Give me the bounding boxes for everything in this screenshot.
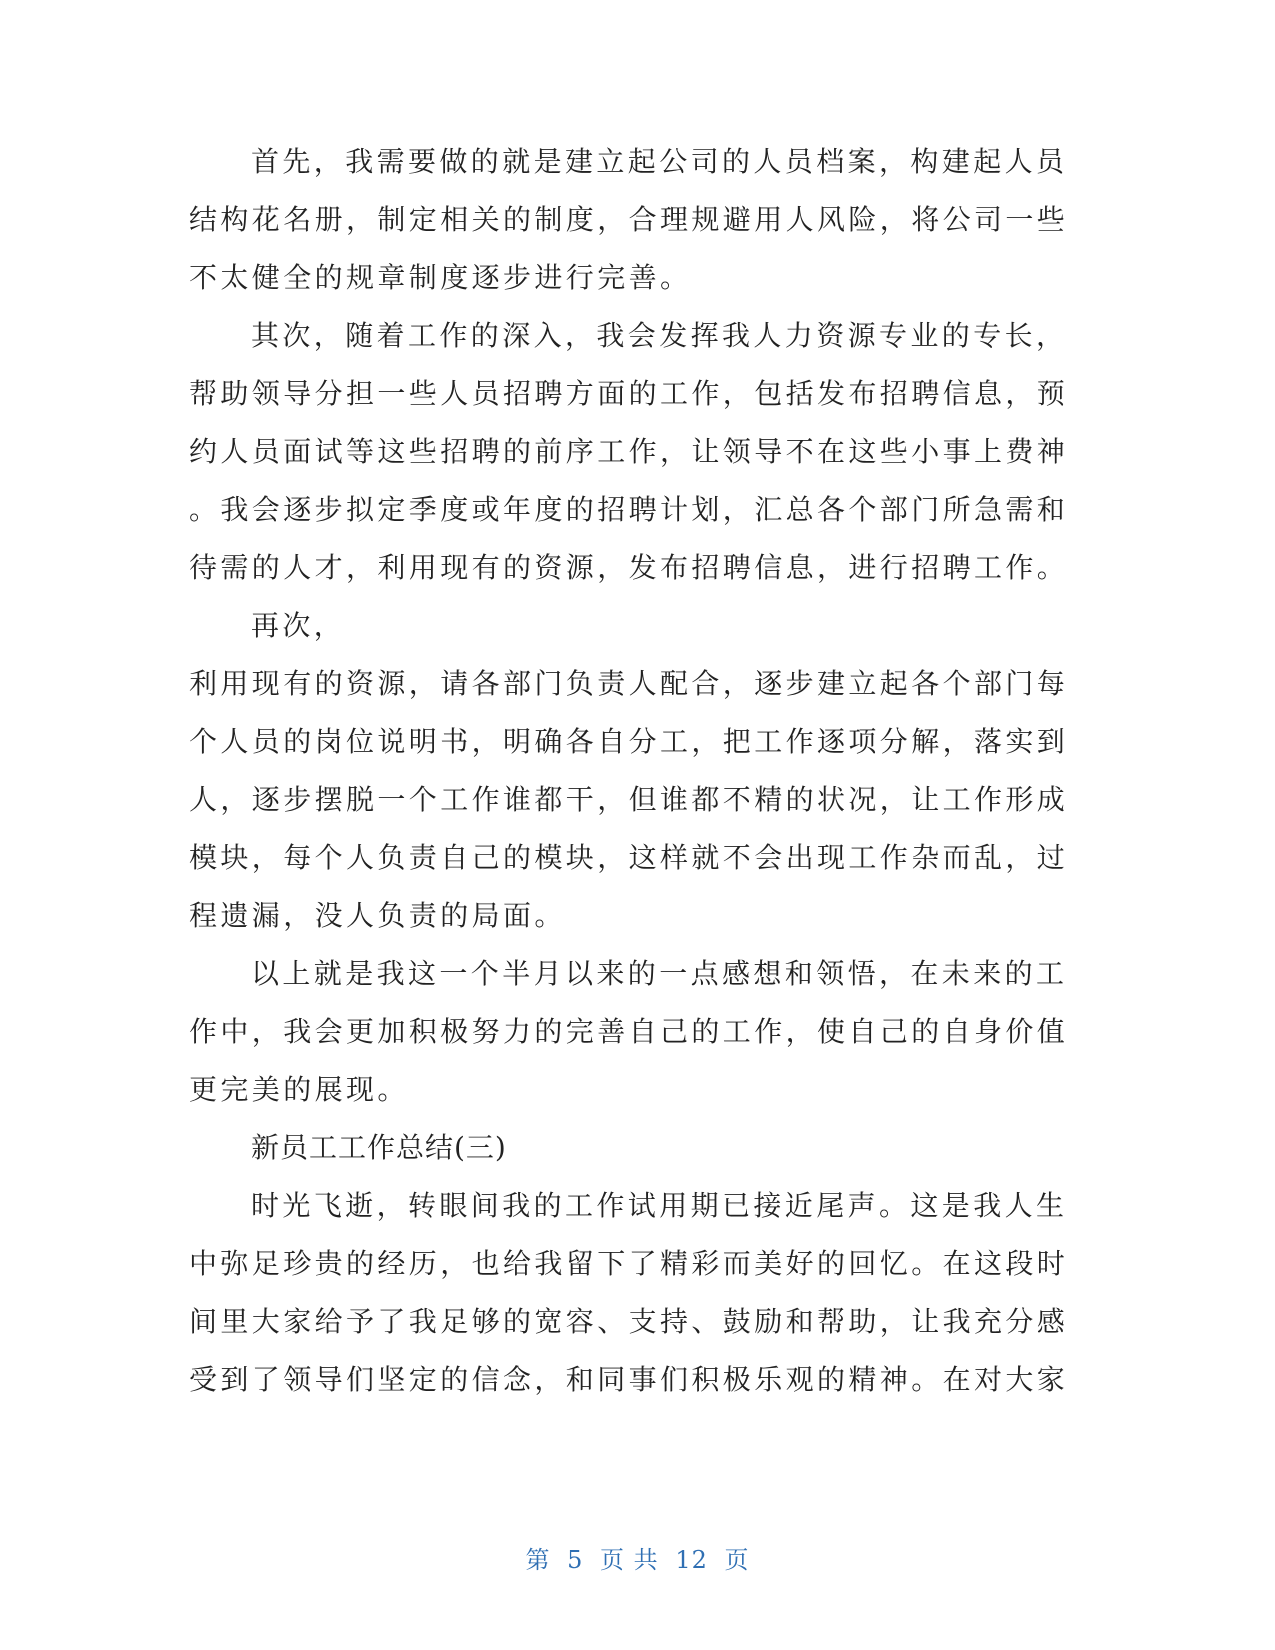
text-line: 首先，我需要做的就是建立起公司的人员档案，构建起人员 — [251, 145, 1068, 178]
text-line: 以上就是我这一个半月以来的一点感想和领悟，在未来的工 — [251, 957, 1068, 990]
text-line: 。我会逐步拟定季度或年度的招聘计划，汇总各个部门所急需和 — [189, 493, 1069, 526]
total-page-count: 12 — [675, 1546, 708, 1574]
text-line: 模块，每个人负责自己的模块，这样就不会出现工作杂而乱，过 — [189, 841, 1069, 874]
text-line: 待需的人才，利用现有的资源，发布招聘信息，进行招聘工作。 — [189, 551, 1069, 584]
text-line: 更完美的展现。 — [189, 1073, 409, 1106]
current-page-number: 5 — [567, 1546, 584, 1574]
text-line: 约人员面试等这些招聘的前序工作，让领导不在这些小事上费神 — [189, 435, 1069, 468]
text-line: 受到了领导们坚定的信念，和同事们积极乐观的精神。在对大家 — [189, 1363, 1069, 1396]
text-line: 再次， — [251, 609, 346, 642]
text-line: 时光飞逝，转眼间我的工作试用期已接近尾声。这是我人生 — [251, 1189, 1068, 1222]
text-line: 结构花名册，制定相关的制度，合理规避用人风险，将公司一些 — [189, 203, 1069, 236]
footer-middle: 页 共 — [600, 1546, 659, 1574]
text-line: 间里大家给予了我足够的宽容、支持、鼓励和帮助，让我充分感 — [189, 1305, 1069, 1338]
text-line: 个人员的岗位说明书，明确各自分工，把工作逐项分解，落实到 — [189, 725, 1069, 758]
footer-prefix: 第 — [525, 1546, 551, 1574]
text-line: 不太健全的规章制度逐步进行完善。 — [189, 261, 692, 294]
text-line: 帮助领导分担一些人员招聘方面的工作，包括发布招聘信息，预 — [189, 377, 1069, 410]
text-line: 程遗漏，没人负责的局面。 — [189, 899, 566, 932]
page-footer — [0, 1540, 1275, 1575]
text-line: 作中，我会更加积极努力的完善自己的工作，使自己的自身价值 — [189, 1015, 1069, 1048]
text-line: 利用现有的资源，请各部门负责人配合，逐步建立起各个部门每 — [189, 667, 1069, 700]
text-line: 人，逐步摆脱一个工作谁都干，但谁都不精的状况，让工作形成 — [189, 783, 1069, 816]
text-line: 其次，随着工作的深入，我会发挥我人力资源专业的专长， — [251, 319, 1068, 352]
text-line: 中弥足珍贵的经历，也给我留下了精彩而美好的回忆。在这段时 — [189, 1247, 1069, 1280]
footer-suffix: 页 — [724, 1546, 750, 1574]
section-heading: 新员工工作总结(三) — [251, 1131, 507, 1164]
